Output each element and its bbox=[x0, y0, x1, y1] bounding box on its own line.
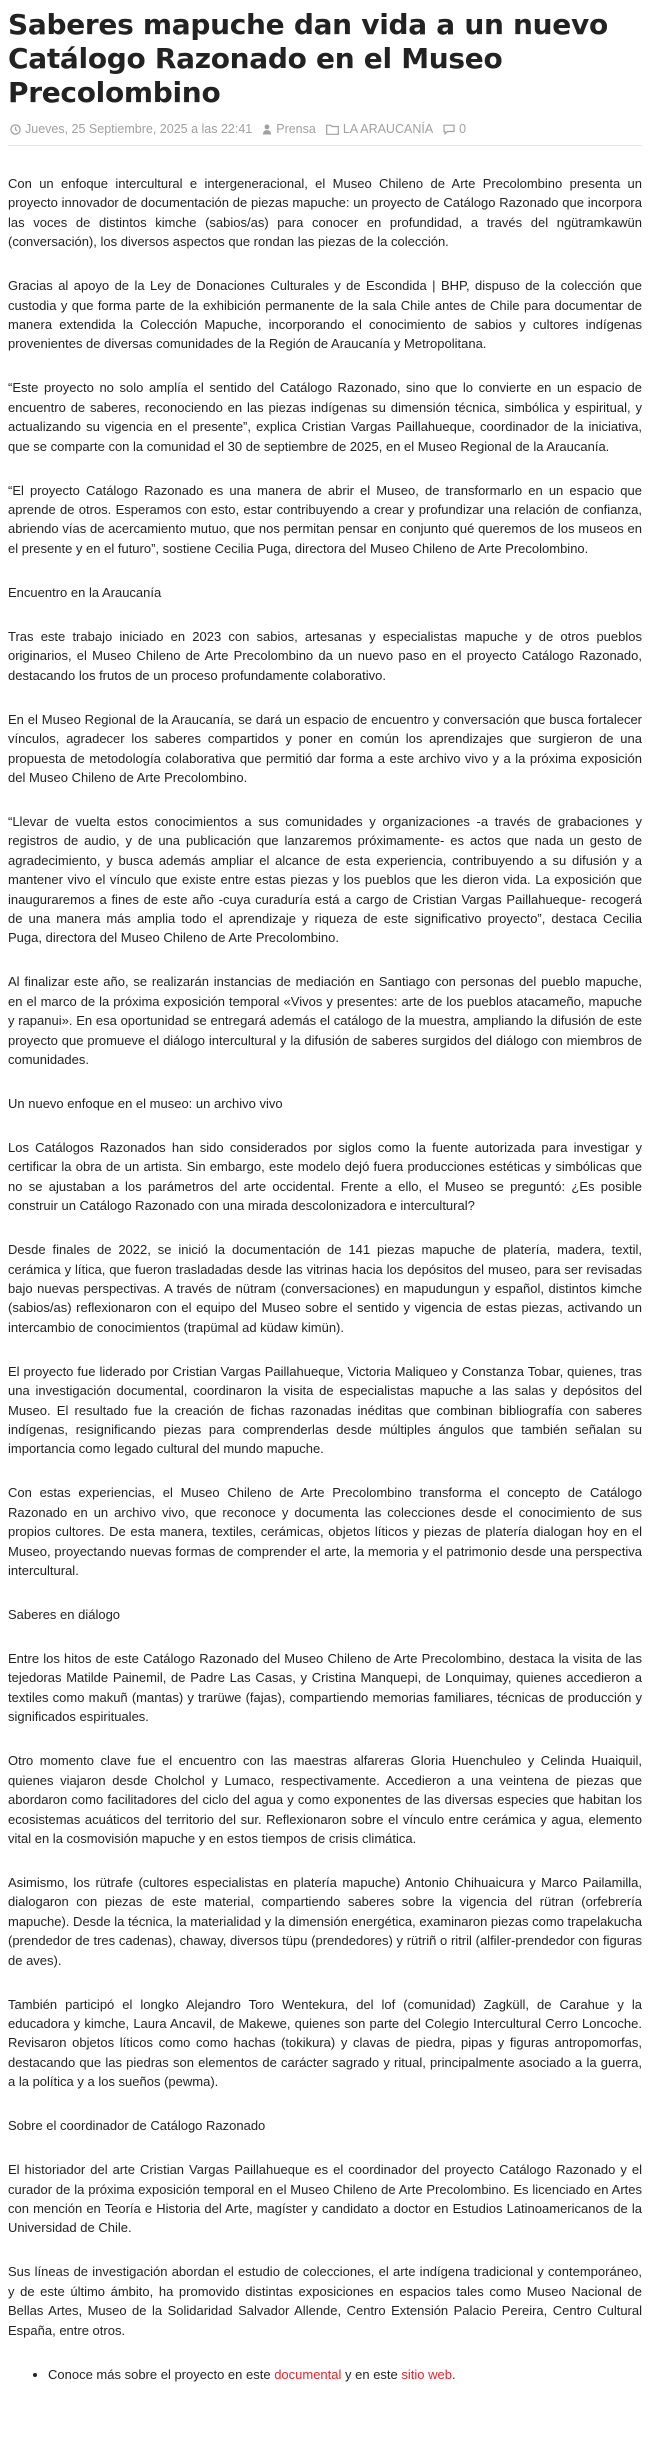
paragraph: Los Catálogos Razonados han sido considerados por siglos como la fuente autorizada para investigar y certificar la obra de un artista. Sin embargo, este modelo dejó fuera producciones estéticas y simbólicas que no se ajustaban a los parámetros del arte occidental. Frente a ello, el Museo se preguntó: ¿Es posible construir un Catálogo Razonado con una mirada descolonizadora e intercultural? bbox=[8, 1139, 642, 1214]
section-subtitle: Un nuevo enfoque en el museo: un archivo vivo bbox=[8, 1095, 283, 1111]
website-link[interactable]: sitio web bbox=[401, 2366, 452, 2382]
paragraph: Tras este trabajo iniciado en 2023 con sabios, artesanas y especialistas mapuche y de otros pueblos originarios, el Museo Chileno de Arte Precolombino da un nuevo paso en el proyecto Catálogo Razonado, destacando los frutos de un proceso profundamente colaborativo. bbox=[8, 628, 642, 683]
paragraph: Entre los hitos de este Catálogo Razonado del Museo Chileno de Arte Precolombino, destaca la visita de las tejedoras Matilde Painemil, de Padre Las Casas, y Cristina Manquepi, de Lonquimay, quienes accedieron a textiles como makuñ (mantas) y trarüwe (fajas), compartiendo memorias familiares, técnicas de producción y significados espirituales. bbox=[8, 1651, 642, 1725]
comment-icon bbox=[443, 124, 455, 135]
meta-author[interactable] bbox=[262, 122, 316, 136]
meta-date-text: Jueves, 25 Septiembre, 2025 a las 22:41 bbox=[25, 122, 253, 136]
meta-author-link[interactable]: Prensa bbox=[276, 122, 316, 136]
paragraph: “Llevar de vuelta estos conocimientos a sus comunidades y organizaciones -a través de grabaciones y registros de audio, y de una publicación que lanzaremos próximamente- es actos que nada un gesto de agradecimiento, y busca además ampliar el alcance de esta experiencia, contribuyendo a su difusión y a mantener vivo el vínculo que existe entre estas piezas y los pueblos que les dieron vida. La exposición que inauguraremos a fines de este año -cuya curaduría está a cargo de Cristian Vargas Paillahueque- recogerá de una manera más amplia todo el aprendizaje y riqueza de este significativo proyecto”, destaca Cecilia Puga, directora del Museo Chileno de Arte Precolombino. bbox=[8, 813, 642, 946]
paragraph: “Este proyecto no solo amplía el sentido del Catálogo Razonado, sino que lo convierte en un espacio de encuentro de saberes, reconociendo en las piezas indígenas su dimensión técnica, simbólica y espiritual, y actualizando su vigencia en el presente”, explica Cristian Vargas Paillahueque, coordinador de la iniciativa, que se comparte con la comunidad el 30 de septiembre de 2025, en el Museo Regional de la Araucanía. bbox=[8, 380, 642, 454]
user-icon bbox=[262, 124, 272, 135]
paragraph: El historiador del arte Cristian Vargas Paillahueque es el coordinador del proyecto Catálogo Razonado y el curador de la próxima exposición temporal en el Museo Chileno de Arte Precolombino. Es licenciado en Artes con mención en Teoría e Historia del Arte, magíster y candidato a doctor en Estudios Latinoamericanos de la Universidad de Chile. bbox=[8, 2162, 642, 2236]
clock-icon bbox=[10, 124, 21, 135]
closing-list bbox=[8, 2365, 642, 2384]
article-body bbox=[8, 174, 642, 2384]
meta-category-link[interactable]: LA ARAUCANÍA bbox=[342, 122, 434, 136]
meta-comments[interactable] bbox=[443, 122, 466, 136]
paragraph: Con estas experiencias, el Museo Chileno de Arte Precolombino transforma el concepto de Catálogo Razonado en un archivo vivo, que reconoce y documenta las colecciones desde el conocimiento de sus propios cultores. De esta manera, textiles, cerámicas, objetos líticos y piezas de platería dialogan hoy en el Museo, proyectando nuevas formas de comprender el arte, la memoria y el patrimonio desde una perspectiva intercultural. bbox=[8, 1485, 642, 1579]
paragraph: Otro momento clave fue el encuentro con las maestras alfareras Gloria Huenchuleo y Celinda Huaiquil, quienes viajaron desde Cholchol y Lumaco, respectivamente. Accedieron a una veintena de piezas que abordaron como facilitadores del ciclo del agua y como exponentes de las diversas especies que habitan los ecosistemas acuáticos del territorio del sur. Reflexionaron sobre el vínculo entre cerámica y agua, elemento vital en la cosmovisión mapuche y en estos tiempos de crisis climática. bbox=[8, 1753, 642, 1846]
documental-link[interactable]: documental bbox=[274, 2366, 342, 2382]
meta-date bbox=[10, 122, 252, 136]
article-meta bbox=[8, 122, 642, 146]
section-subtitle: Sobre el coordinador de Catálogo Razonado bbox=[8, 2118, 266, 2134]
paragraph: El proyecto fue liderado por Cristian Vargas Paillahueque, Victoria Maliqueo y Constanza Tobar, quienes, tras una investigación documental, coordinaron la visita de especialistas mapuche a las salas y depósitos del Museo. El resultado fue la creación de fichas razonadas inéditas que combinan bibliografía con saberes indígenas, resignificando piezas para comprenderlas desde múltiples ángulos que también señalan su importancia como legado cultural del mundo mapuche. bbox=[8, 1363, 642, 1457]
article-title: Saberes mapuche dan vida a un nuevo Catálogo Razonado en el Museo Precolombino bbox=[8, 8, 608, 109]
list-item bbox=[48, 2365, 642, 2384]
folder-icon bbox=[326, 124, 339, 135]
meta-category[interactable] bbox=[326, 122, 433, 136]
paragraph: Sus líneas de investigación abordan el estudio de colecciones, el arte indígena tradicional y contemporáneo, y de este último ámbito, ha promovido distintas exposiciones en espacios tales como Museo Nacional de Bellas Artes, Museo de la Solidaridad Salvador Allende, Centro Extensión Palacio Pereira, Centro Cultural España, entre otros. bbox=[8, 2264, 642, 2338]
closing-suffix: . bbox=[451, 2366, 456, 2382]
paragraph: En el Museo Regional de la Araucanía, se dará un espacio de encuentro y conversación que busca fortalecer vínculos, agradecer los saberes compartidos y poner en común los aprendizajes que surgieron de una propuesta de metodología colaborativa que permitió dar forma a este archivo vivo y a la próxima exposición del Museo Chileno de Arte Precolombino. bbox=[8, 711, 642, 785]
paragraph: Al finalizar este año, se realizarán instancias de mediación en Santiago con personas del pueblo mapuche, en el marco de la próxima exposición temporal «Vivos y presentes: arte de los pueblos atacameño, mapuche y rapanui». En esa oportunidad se entregará además el catálogo de la muestra, ampliando la difusión de este proyecto que promueve el diálogo intercultural y la difusión de saberes surgidos del diálogo con miembros de comunidades. bbox=[8, 974, 642, 1067]
closing-prefix: Conoce más sobre el proyecto en este bbox=[48, 2366, 275, 2382]
paragraph: También participó el longko Alejandro Toro Wentekura, del lof (comunidad) Zagküll, de Carahue y la educadora y kimche, Laura Ancavil, de Makewe, quienes son parte del Colegio Intercultural Cerro Loncoche. Revisaron objetos líticos como como hachas (tokikura) y clavas de piedra, pipas y figuras antropomorfas, destacando que las piedras son elementos de carácter sagrado y ritual, principalmente asociado a la guerra, a la política y a los sueños (pewma). bbox=[8, 1996, 642, 2090]
paragraph: “El proyecto Catálogo Razonado es una manera de abrir el Museo, de transformarlo en un espacio que aprende de otros. Esperamos con esto, estar contribuyendo a crear y profundizar una relación de confianza, abriendo vías de acercamiento mutuo, que nos permitan pensar en conjunto qué queremos de los museos en el presente y en el futuro”, sostiene Cecilia Puga, directora del Museo Chileno de Arte Precolombino. bbox=[8, 482, 642, 556]
paragraph: Desde finales de 2022, se inició la documentación de 141 piezas mapuche de platería, madera, textil, cerámica y lítica, que fueron trasladadas desde las vitrinas hacia los depósitos del museo, para ser revisadas bajo nuevas perspectivas. A través de nütram (conversaciones) en mapudungun y español, distintos kimche (sabios/as) reflexionaron con el equipo del Museo sobre el sentido y vigencia de estas piezas, activando un intercambio de conocimientos (trapümal ad küdaw kimün). bbox=[8, 1242, 642, 1335]
paragraph: Gracias al apoyo de la Ley de Donaciones Culturales y de Escondida | BHP, dispuso de la colección que custodia y que forma parte de la exhibición permanente de la sala Chile antes de Chile para documentar de manera extendida la Colección Mapuche, incorporando el conocimiento de sabios y cultores indígenas provenientes de diversas comunidades de la Región de Araucanía y Metropolitana. bbox=[8, 278, 642, 352]
meta-comments-count[interactable]: 0 bbox=[459, 122, 467, 136]
section-subtitle: Saberes en diálogo bbox=[8, 1607, 121, 1623]
closing-middle: y en este bbox=[341, 2366, 402, 2382]
paragraph: Asimismo, los rütrafe (cultores especialistas en platería mapuche) Antonio Chihuaicura y Marco Pailamilla, dialogaron con piezas de este material, compartiendo saberes sobre la vigencia del rütran (orfebrería mapuche). Desde la técnica, la materialidad y la dimensión energética, examinaron piezas como trapelakucha (prendedor de tres cadenas), chaway, diversos tüpu (prendedores) y rütriñ o ritril (alfiler-prendedor con figuras de aves). bbox=[8, 1874, 642, 1968]
paragraph: Con un enfoque intercultural e intergeneracional, el Museo Chileno de Arte Precolombino presenta un proyecto innovador de documentación de piezas mapuche: un proyecto de Catálogo Razonado que incorpora las voces de distintos kimche (sabios/as) para conocer en profundidad, a través del ngütramkawün (conversación), los diversos aspectos que rondan las piezas de la colección. bbox=[8, 176, 642, 250]
section-subtitle: Encuentro en la Araucanía bbox=[8, 584, 162, 600]
